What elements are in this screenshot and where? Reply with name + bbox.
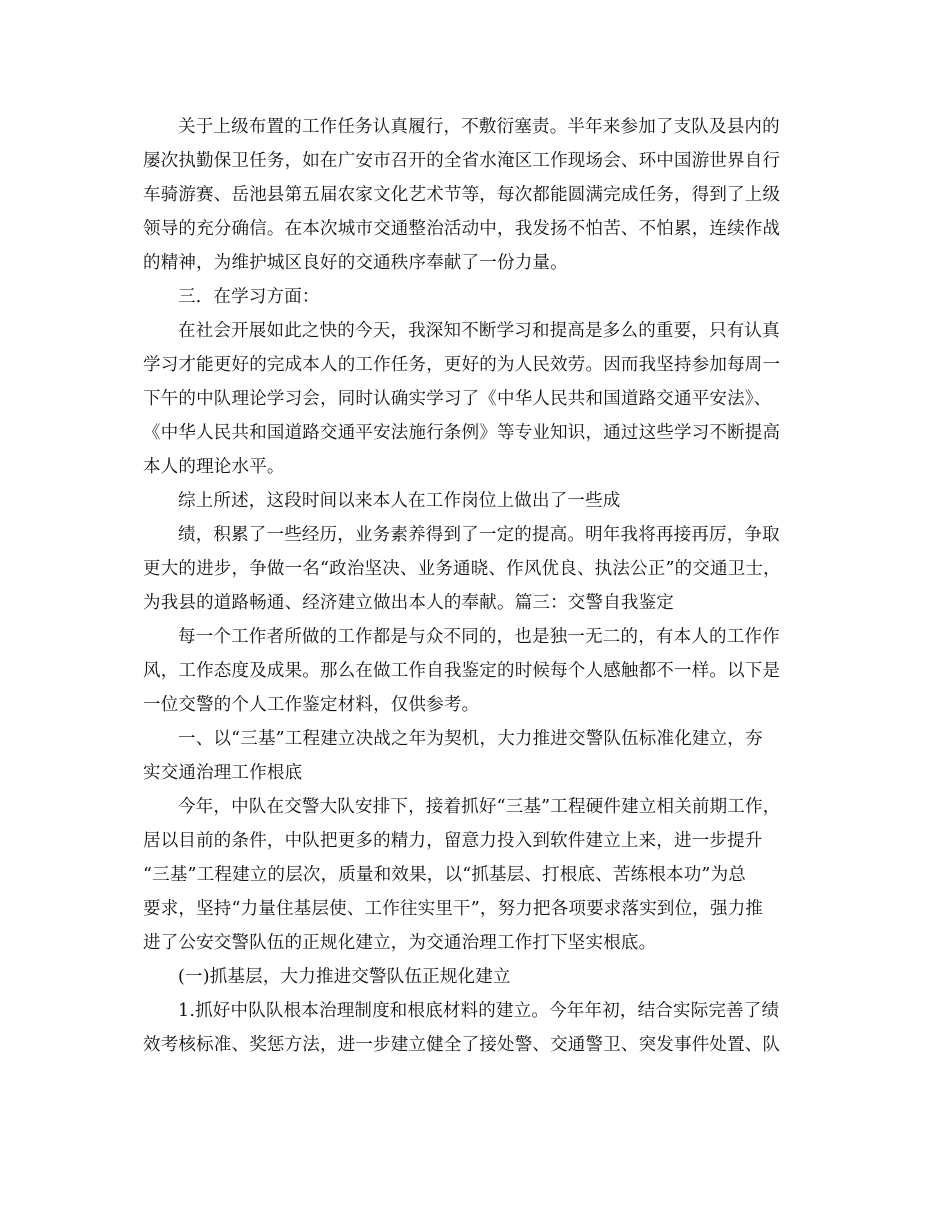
text-line: 《中华人民共和国道路交通平安法施行条例》等专业知识，通过这些学习不断提高: [143, 423, 781, 443]
text-line: 居以目前的条件，中队把更多的精力，留意力投入到软件建立上来，进一步提升: [143, 831, 763, 851]
text-line: 在社会开展如此之快的今天，我深知不断学习和提高是多么的重要，只有认真: [178, 321, 780, 341]
text-line: 三．在学习方面：: [178, 287, 320, 307]
text-line: 一、以“三基”工程建立决战之年为契机，大力推进交警队伍标准化建立，夯: [178, 729, 763, 749]
text-line: 更大的进步，争做一名“政治坚决、业务通晓、作风优良、执法公正”的交通卫士，: [143, 559, 781, 579]
text-line: 领导的充分确信。在本次城市交通整治活动中，我发扬不怕苦、不怕累，连续作战: [143, 219, 781, 239]
document-body: [143, 110, 809, 1062]
text-line: 的精神，为维护城区良好的交通秩序奉献了一份力量。: [143, 253, 568, 273]
text-line: 效考核标准、奖惩方法，进一步建立健全了接处警、交通警卫、突发事件处置、队: [143, 1035, 781, 1055]
text-line: 风，工作态度及成果。那么在做工作自我鉴定的时候每个人感触都不一样。以下是: [143, 661, 781, 681]
text-line: 为我县的道路畅通、经济建立做出本人的奉献。篇三：交警自我鉴定: [143, 593, 674, 613]
text-line: 1.抓好中队队根本治理制度和根底材料的建立。今年年初，结合实际完善了绩: [178, 1001, 780, 1021]
text-line: 关于上级布置的工作任务认真履行，不敷衍塞责。半年来参加了支队及县内的: [178, 117, 780, 137]
text-line: 每一个工作者所做的工作都是与众不同的，也是独一无二的，有本人的工作作: [178, 627, 780, 647]
text-line: 实交通治理工作根底: [143, 763, 303, 783]
text-line: 本人的理论水平。: [143, 457, 285, 477]
text-line: 综上所述，这段时间以来本人在工作岗位上做出了一些成: [178, 491, 621, 511]
text-line: 下午的中队理论学习会，同时认确实学习了《中华人民共和国道路交通平安法》、: [143, 389, 772, 409]
text-line: 一位交警的个人工作鉴定材料，仅供参考。: [143, 695, 480, 715]
text-line: 今年，中队在交警大队安排下，接着抓好“三基”工程硬件建立相关前期工作，: [178, 797, 781, 817]
text-line: “三基”工程建立的层次，质量和效果，以“抓基层、打根底、苦练根本功”为总: [143, 865, 746, 885]
text-line: (一)抓基层，大力推进交警队伍正规化建立: [178, 967, 511, 987]
text-line: 要求，坚持“力量住基层使、工作往实里干”，努力把各项要求落实到位，强力推: [143, 899, 764, 919]
text-line: 学习才能更好的完成本人的工作任务，更好的为人民效劳。因而我坚持参加每周一: [143, 355, 781, 375]
text-line: 屡次执勤保卫任务，如在广安市召开的全省水淹区工作现场会、环中国游世界自行: [143, 151, 781, 171]
text-line: 绩，积累了一些经历，业务素养得到了一定的提高。明年我将再接再厉，争取: [178, 525, 780, 545]
text-line: 进了公安交警队伍的正规化建立，为交通治理工作打下坚实根底。: [143, 933, 657, 953]
text-line: 车骑游赛、岳池县第五届农家文化艺术节等，每次都能圆满完成任务，得到了上级: [143, 185, 781, 205]
